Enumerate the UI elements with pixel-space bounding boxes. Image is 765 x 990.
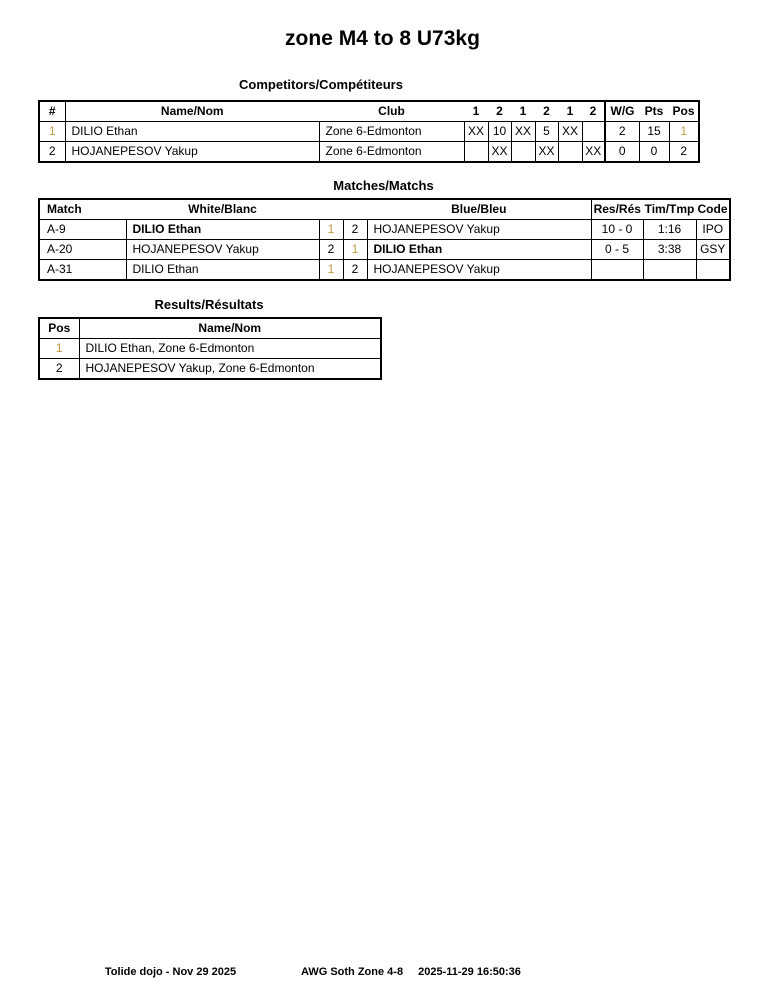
competitor-row [39,122,699,142]
competitor-name: DILIO Ethan [65,122,319,142]
position-value: 2 [669,142,699,163]
matches-table [38,198,731,281]
match-number: A-9 [39,220,126,240]
white-competitor-number: 2 [319,240,343,260]
match-number: A-31 [39,260,126,281]
blue-competitor-name: DILIO Ethan [367,240,591,260]
competitors-header-num: # [39,101,65,122]
competitors-header-club: Club [319,101,464,122]
match-result: 0 - 5 [591,240,643,260]
competitor-club: Zone 6-Edmonton [319,142,464,163]
results-heading: Results/Résultats [154,297,264,312]
matches-header-res: Res/Rés [591,199,643,220]
match-code: GSY [696,240,730,260]
points-count: 0 [639,142,669,163]
blue-competitor-name: HOJANEPESOV Yakup [367,260,591,281]
competitors-header-score-6: 2 [582,101,605,122]
score-cell: 10 [488,122,511,142]
white-competitor-number: 1 [319,220,343,240]
matches-header-tim: Tim/Tmp [644,202,695,216]
blue-competitor-number: 2 [343,260,367,281]
score-cell: 5 [535,122,558,142]
score-cell: XX [535,142,558,163]
competitor-club: Zone 6-Edmonton [319,122,464,142]
score-cell [464,142,488,163]
competitor-number: 1 [39,122,65,142]
score-cell: XX [488,142,511,163]
competitors-table [38,100,700,163]
score-cell: XX [464,122,488,142]
wins-count: 0 [605,142,639,163]
match-code [696,260,730,281]
score-cell: XX [558,122,582,142]
results-header-row [39,318,381,339]
match-time: 1:16 [643,220,696,240]
competitors-heading: Competitors/Compétiteurs [239,77,403,92]
matches-header-row [39,199,730,220]
match-time: 3:38 [643,240,696,260]
matches-header-white: White/Blanc [126,199,319,220]
white-competitor-name: HOJANEPESOV Yakup [126,240,319,260]
competitors-header-score-3: 1 [511,101,535,122]
competitors-header-row [39,101,699,122]
match-code: IPO [696,220,730,240]
footer-venue-date: Tolide dojo - Nov 29 2025 [104,966,237,978]
results-header-pos: Pos [39,318,79,339]
result-position: 1 [39,339,79,359]
blue-competitor-name: HOJANEPESOV Yakup [367,220,591,240]
competitors-header-name: Name/Nom [65,101,319,122]
competitors-header-pos: Pos [669,101,699,122]
competitors-header-pts: Pts [639,101,669,122]
result-name: HOJANEPESOV Yakup, Zone 6-Edmonton [79,359,381,380]
match-number: A-20 [39,240,126,260]
score-cell [582,122,605,142]
white-competitor-number: 1 [319,260,343,281]
matches-header-code: Code [697,202,728,216]
competitor-name: HOJANEPESOV Yakup [65,142,319,163]
competitors-header-score-4: 2 [535,101,558,122]
result-row [39,339,381,359]
competitors-header-score-2: 2 [488,101,511,122]
match-row [39,220,730,240]
result-position: 2 [39,359,79,380]
match-result [591,260,643,281]
blue-competitor-number: 1 [343,240,367,260]
score-cell: XX [582,142,605,163]
match-row [39,260,730,281]
matches-header-blue-score [343,199,367,220]
matches-header-match: Match [39,199,126,220]
matches-header-white-score [319,199,343,220]
score-cell [511,142,535,163]
competitors-header-score-1: 1 [464,101,488,122]
competitor-number: 2 [39,142,65,163]
results-table [38,317,382,380]
results-header-name: Name/Nom [79,318,381,339]
footer-generated-timestamp: 2025-11-29 16:50:36 [418,966,521,978]
footer-event-info [301,966,521,978]
white-competitor-name: DILIO Ethan [126,220,319,240]
position-value: 1 [669,122,699,142]
competitor-row [39,142,699,163]
page-title: zone M4 to 8 U73kg [285,27,480,50]
competitors-header-score-5: 1 [558,101,582,122]
wins-count: 2 [605,122,639,142]
match-time [643,260,696,281]
score-cell: XX [511,122,535,142]
score-cell [558,142,582,163]
footer-event-name: AWG Soth Zone 4-8 [301,966,404,978]
matches-header-blue: Blue/Bleu [367,199,591,220]
matches-heading: Matches/Matchs [333,178,434,193]
white-competitor-name: DILIO Ethan [126,260,319,281]
result-name: DILIO Ethan, Zone 6-Edmonton [79,339,381,359]
match-row [39,240,730,260]
match-result: 10 - 0 [591,220,643,240]
points-count: 15 [639,122,669,142]
competitors-header-wg: W/G [605,101,639,122]
result-row [39,359,381,380]
blue-competitor-number: 2 [343,220,367,240]
